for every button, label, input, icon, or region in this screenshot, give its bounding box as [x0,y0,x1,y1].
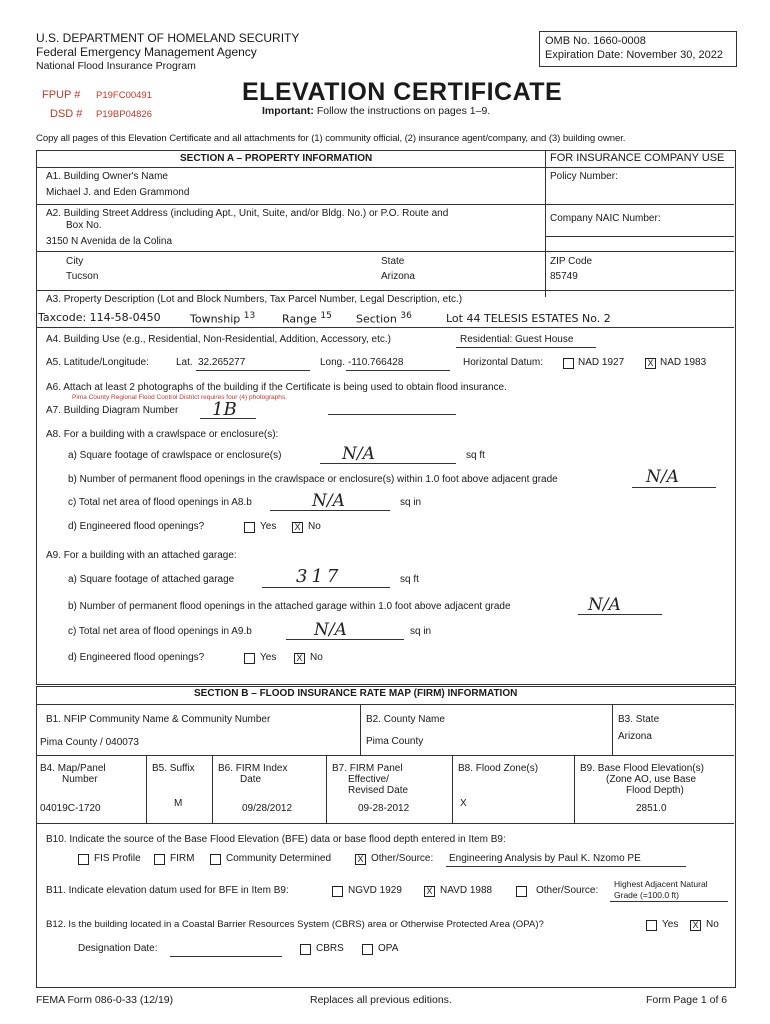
important-note [262,105,490,117]
nad-1983-checkbox[interactable]: X [645,358,656,369]
b7-value: 09-28-2012 [358,803,410,814]
rule [36,755,734,756]
naic-label: Company NAIC Number: [550,213,661,224]
a8c-label: c) Total net area of flood openings in A8.b [68,497,252,508]
a7-label: A7. Building Diagram Number [46,405,179,416]
b8-label: B8. Flood Zone(s) [458,763,539,774]
zip-label: ZIP Code [550,256,593,267]
b5-value: M [174,798,183,809]
b11-other-value-cont: Grade (=100.0 ft) [614,890,679,900]
a8d-yes-label: Yes [260,521,277,532]
a8a-value: N/A [342,444,375,464]
rule [36,290,734,291]
rule [270,510,390,511]
a8d-no-checkbox[interactable]: X [292,522,303,533]
b10-community-checkbox[interactable] [210,854,221,865]
a5-datum-label: Horizontal Datum: [463,357,544,368]
b11-other-checkbox[interactable] [516,886,527,897]
a3-township [190,311,255,326]
nad-1927-label: NAD 1927 [578,357,625,368]
cbrs-checkbox[interactable] [300,944,311,955]
b12-yes-label: Yes [662,919,679,930]
a4-value: Residential: Guest House [460,334,574,345]
b4-label-cont: Number [62,774,98,785]
state-label: State [381,256,405,267]
a8a-unit: sq ft [466,450,485,461]
rule [146,755,147,823]
replaces-note: Replaces all previous editions. [310,994,452,1006]
rule [360,704,361,755]
b10-firm-label: FIRM [170,853,195,864]
b6-label: B6. FIRM Index [218,763,288,774]
b1-label: B1. NFIP Community Name & Community Number [46,714,271,725]
b9-label-cont2: Flood Depth) [626,785,684,796]
cbrs-label: CBRS [316,943,344,954]
rule [446,866,686,867]
a8b-value: N/A [646,467,679,487]
rule [320,463,456,464]
opa-label: OPA [378,943,399,954]
company-use-divider [545,150,546,297]
a9a-label: a) Square footage of attached garage [68,574,235,585]
rule [212,755,213,823]
a5-label: A5. Latitude/Longitude: [46,357,149,368]
a4-label: A4. Building Use (e.g., Residential, Non-Residential, Addition, Accessory, etc.) [46,334,391,345]
b9-value: 2851.0 [636,803,667,814]
a9-label: A9. For a building with an attached garage: [46,550,237,561]
a3-label: A3. Property Description (Lot and Block Numbers, Tax Parcel Number, Legal Description, etc.) [46,294,463,305]
a8-label: A8. For a building with a crawlspace or enclosure(s): [46,429,279,440]
b8-value: X [460,798,467,809]
b11-label: B11. Indicate elevation datum used for BFE in Item B9: [46,885,289,896]
a8b-label: b) Number of permanent flood openings in the crawlspace or enclosure(s) within 1.0 foot above adjacent grade [68,474,558,485]
rule [632,487,716,488]
b12-no-checkbox[interactable]: X [690,920,701,931]
nad-1983-label: NAD 1983 [660,357,707,368]
a9d-yes-checkbox[interactable] [244,653,255,664]
a5-lat-value: 32.265277 [198,357,246,368]
b6-value: 09/28/2012 [242,803,293,814]
designation-date-label: Designation Date: [78,943,158,954]
section-label: Section [356,312,397,326]
rule [326,755,327,823]
policy-number-label: Policy Number: [550,171,618,182]
section-a-heading: SECTION A – PROPERTY INFORMATION [180,153,373,164]
b10-fis-checkbox[interactable] [78,854,89,865]
b9-label: B9. Base Flood Elevation(s) [580,763,704,774]
range-value: 15 [320,311,332,321]
b7-label-cont: Effective/ [348,774,389,785]
a9c-label: c) Total net area of flood openings in A9.b [68,626,252,637]
b4-label: B4. Map/Panel [40,763,106,774]
a9c-value: N/A [314,620,347,640]
b11-navd-checkbox[interactable]: X [424,886,435,897]
a9d-yes-label: Yes [260,652,277,663]
rule [36,204,734,205]
rule [200,418,256,419]
b11-other-label: Other/Source: [536,885,599,896]
a1-value: Michael J. and Eden Grammond [46,187,190,198]
a8d-yes-checkbox[interactable] [244,522,255,533]
b3-value: Arizona [618,731,652,742]
b11-ngvd-checkbox[interactable] [332,886,343,897]
a5-long-value: -110.766428 [348,357,404,368]
a9c-unit: sq in [410,626,432,637]
a2-label: A2. Building Street Address (including Apt., Unit, Suite, and/or Bldg. No.) or P.O. Route and [46,208,449,219]
b2-label: B2. County Name [366,714,445,725]
a2-label-cont: Box No. [66,220,102,231]
b11-other-value: Highest Adjacent Natural [614,879,708,889]
rule [452,755,453,823]
state-value: Arizona [381,271,415,282]
b12-no-label: No [706,919,719,930]
rule [574,755,575,823]
b10-other-value: Engineering Analysis by Paul K. Nzomo PE [449,853,641,864]
opa-checkbox[interactable] [362,944,373,955]
b11-ngvd-label: NGVD 1929 [348,885,402,896]
a9d-no-checkbox[interactable]: X [294,653,305,664]
agency-line-3: National Flood Insurance Program [36,60,196,72]
b12-label: B12. Is the building located in a Coastal Barrier Resources System (CBRS) area or Otherwise Protected Area (OPA)? [46,919,544,930]
b4-value: 04019C-1720 [40,803,101,814]
township-label: Township [190,312,241,326]
rule [578,614,662,615]
a8d-label: d) Engineered flood openings? [68,521,205,532]
dsd-value: P19BP04826 [96,109,152,120]
section-b-heading: SECTION B – FLOOD INSURANCE RATE MAP (FIRM) INFORMATION [194,688,518,699]
a1-label: A1. Building Owner's Name [46,171,168,182]
a3-section [356,311,412,326]
b10-label: B10. Indicate the source of the Base Flood Elevation (BFE) data or base flood depth entered in Item B9: [46,834,506,845]
b5-label: B5. Suffix [152,763,195,774]
a9d-no-label: No [310,652,323,663]
a3-lot: Lot 44 TELESIS ESTATES No. 2 [446,312,611,325]
rule [170,956,282,957]
rule [36,704,734,705]
important-text: Follow the instructions on pages 1–9. [316,105,491,117]
a8c-value: N/A [312,491,345,511]
a9a-value: 317 [296,566,343,587]
copy-note: Copy all pages of this Elevation Certificate and all attachments for (1) community official, (2) insurance agent/company, and (3) building owner. [36,133,626,144]
fpup-label: FPUP # [42,89,81,101]
rule [36,823,734,824]
rule [262,587,390,588]
b1-value: Pima County / 040073 [40,737,139,748]
b11-navd-label: NAVD 1988 [440,885,493,896]
b10-fis-label: FIS Profile [94,853,141,864]
b3-label: B3. State [618,714,660,725]
page-title: ELEVATION CERTIFICATE [242,78,563,106]
fpup-value: P19FC00491 [96,90,152,101]
dsd-label: DSD # [50,108,83,120]
b10-firm-checkbox[interactable] [154,854,165,865]
b10-other-checkbox[interactable]: X [355,854,366,865]
rule [286,639,404,640]
a9d-label: d) Engineered flood openings? [68,652,205,663]
b9-label-cont: (Zone AO, use Base [606,774,697,785]
a6-label: A6. Attach at least 2 photographs of the building if the Certificate is being used to obtain flood insurance. [46,382,507,393]
a9a-unit: sq ft [400,574,419,585]
b7-label: B7. FIRM Panel [332,763,403,774]
nad-1927-checkbox[interactable] [563,358,574,369]
agency-line-1: U.S. DEPARTMENT OF HOMELAND SECURITY [36,31,300,45]
agency-line-2: Federal Emergency Management Agency [36,45,257,59]
rule [545,236,734,237]
zip-value: 85749 [550,271,578,282]
rule [36,167,734,168]
city-value: Tucson [66,271,99,282]
a8c-unit: sq in [400,497,422,508]
a6-note: Pima County Regional Flood Control District requires four (4) photographs. [72,394,287,401]
a5-long-label: Long. [320,357,346,368]
rule [456,347,596,348]
township-value: 13 [243,311,256,321]
rule [36,251,734,252]
a8d-no-label: No [308,521,321,532]
b10-community-label: Community Determined [226,853,332,864]
b6-label-cont: Date [240,774,262,785]
rule [612,704,613,755]
rule [36,327,734,328]
page-number: Form Page 1 of 6 [646,994,728,1006]
omb-number: OMB No. 1660-0008 [545,35,646,47]
rule [346,370,450,371]
a7-value: 1B [212,399,237,420]
a9b-label: b) Number of permanent flood openings in the attached garage within 1.0 foot above adjacent grade [68,601,511,612]
expiration-date: Expiration Date: November 30, 2022 [545,49,723,61]
a8a-label: a) Square footage of crawlspace or enclosure(s) [68,450,282,461]
a5-lat-label: Lat. [176,357,193,368]
b10-other-label: Other/Source: [371,853,434,864]
b7-label-cont2: Revised Date [348,785,409,796]
a3-range [282,311,332,326]
a3-taxcode: Taxcode: 114-58-0450 [38,311,161,324]
rule [196,370,310,371]
range-label: Range [282,312,317,326]
form-number: FEMA Form 086-0-33 (12/19) [36,994,174,1006]
a9b-value: N/A [588,595,621,615]
company-use-heading: FOR INSURANCE COMPANY USE [550,152,725,164]
rule [610,901,728,902]
important-label: Important: [262,105,314,117]
section-value: 36 [400,311,412,321]
a2-value: 3150 N Avenida de la Colina [46,236,173,247]
rule [328,414,456,415]
b2-value: Pima County [366,736,424,747]
city-label: City [66,256,84,267]
b12-yes-checkbox[interactable] [646,920,657,931]
